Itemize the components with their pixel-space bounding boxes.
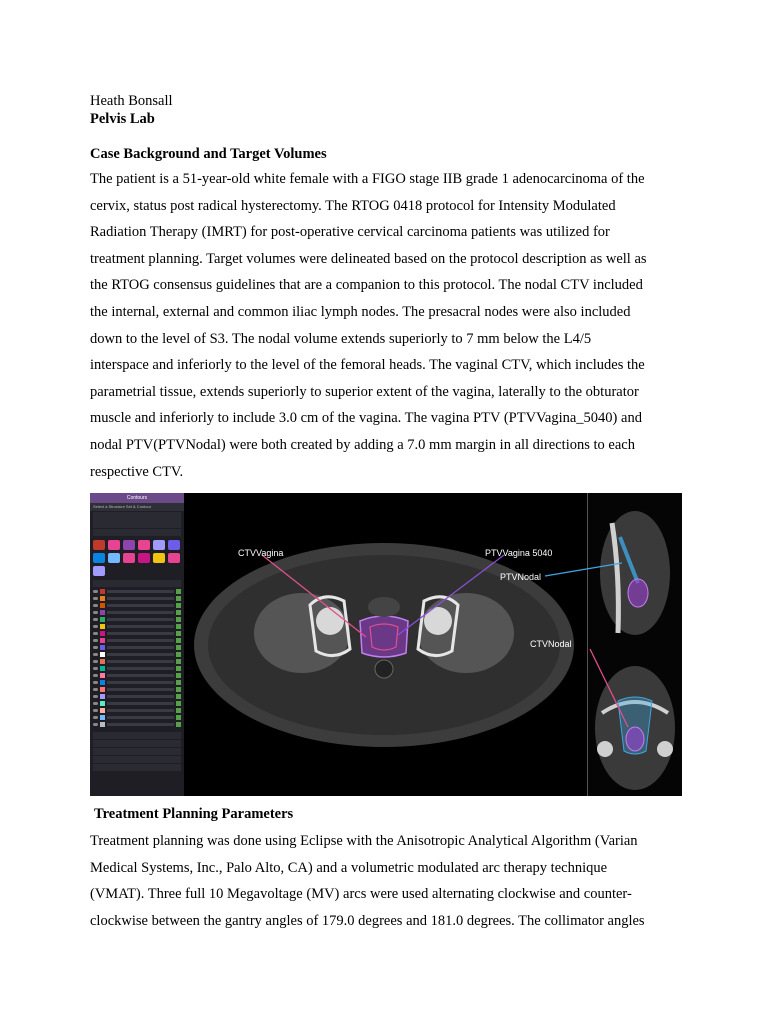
label-ptv-vagina: PTVVagina 5040 bbox=[485, 548, 553, 558]
text-line: cervix, status post radical hysterectomy. The RTOG 0418 protocol for Intensity Modulated bbox=[90, 197, 616, 214]
label-ctv-vagina: CTVVagina bbox=[238, 548, 284, 558]
text-line: muscle and inferiorly to include 3.0 cm of the vagina. The vagina PTV (PTVVagina_5040) and bbox=[90, 410, 642, 427]
text-line: respective CTV. bbox=[90, 463, 184, 480]
text-line: the RTOG consensus guidelines that are a companion to this protocol. The nodal CTV included bbox=[90, 277, 643, 294]
text-line: parametrial tissue, extends superiorly to superior extent of the vagina, laterally to the obturator bbox=[90, 383, 639, 400]
text-line: clockwise between the gantry angles of 179.0 degrees and 181.0 degrees. The collimator angles bbox=[90, 912, 645, 929]
text-line: Medical Systems, Inc., Palo Alto, CA) and a volumetric modulated arc therapy technique bbox=[90, 859, 608, 876]
text-line: (VMAT). Three full 10 Megavoltage (MV) arcs were used alternating clockwise and counter- bbox=[90, 886, 632, 903]
label-ptv-nodal: PTVNodal bbox=[500, 572, 542, 582]
paragraph-background bbox=[90, 166, 682, 485]
document-title: Pelvis Lab bbox=[90, 111, 155, 127]
contours-panel-subtitle: Select a Structure Set & Contour bbox=[90, 503, 184, 511]
author-name: Heath Bonsall bbox=[90, 93, 173, 109]
paragraph-planning bbox=[90, 828, 682, 934]
text-line: interspace and inferiorly to the level of the femoral heads. The vaginal CTV, which includes the bbox=[90, 357, 645, 374]
text-line: down to the level of S3. The nodal volume extends superiorly to 7 mm below the L4/5 bbox=[90, 330, 592, 347]
section-heading-planning: Treatment Planning Parameters bbox=[94, 806, 294, 822]
section-heading-background: Case Background and Target Volumes bbox=[90, 146, 327, 162]
contours-panel-title: Contours bbox=[90, 493, 184, 503]
ct-contouring-figure bbox=[90, 493, 682, 796]
text-line: nodal PTV(PTVNodal) were both created by adding a 7.0 mm margin in all directions to each bbox=[90, 436, 635, 453]
label-ctv-nodal: CTVNodal bbox=[530, 639, 572, 649]
sagittal-coronal-views bbox=[90, 493, 682, 796]
text-line: the internal, external and common iliac lymph nodes. The presacral nodes were also included bbox=[90, 303, 631, 320]
text-line: Radiation Therapy (IMRT) for post-operative cervical carcinoma patients was utilized for bbox=[90, 224, 610, 241]
text-line: treatment planning. Target volumes were delineated based on the protocol description as well as bbox=[90, 250, 647, 267]
text-line: Treatment planning was done using Eclipse with the Anisotropic Analytical Algorithm (Varian bbox=[90, 833, 638, 849]
text-line: The patient is a 51-year-old white female with a FIGO stage IIB grade 1 adenocarcinoma of the bbox=[90, 171, 645, 187]
